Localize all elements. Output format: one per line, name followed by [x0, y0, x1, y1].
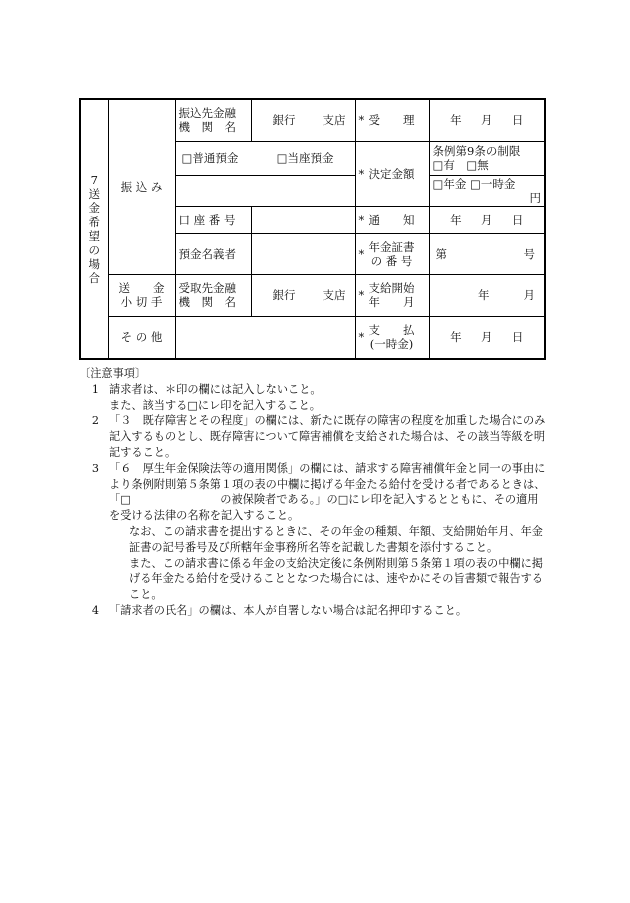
other-field[interactable]: [175, 316, 355, 359]
furikomi-label: 振 込 み: [108, 99, 175, 274]
juri-date-field: 年 月 日: [429, 99, 545, 141]
note-item-3: 3 「６ 厚生年金保険法等の適用関係」の欄には、請求する障害補償年金と同一の事由により条例附則第５条第１項の表の中欄に掲げる年金たる給付を受ける者であるときは、「□ の被保険者である。」の□にレ印を記入するとともに、その適用を受ける法律の名称を記入すること。 なお、この請求書を提出するときに、その年金の種類、年額、支給開始年月、年金証書の記号番号及び所轄年金事務所名等を記載した書類を添付すること。 また、この請求書に係る年金の支給決定後に条例附則第５条第１項の表の中欄に掲げる年金たる給付を受けることとなつた場合には、速やかにその旨書類で報告すること。: [91, 461, 546, 602]
deposit-ordinary-checkbox[interactable]: □普通預金: [181, 151, 239, 166]
note-item-4: 4 「請求者の氏名」の欄は、本人が自署しない場合は記名押印すること。: [91, 603, 468, 617]
note-item-1: 1 請求者は、＊印の欄には記入しないこと。 また、該当する□にレ印を記入すること。: [91, 382, 322, 412]
juri-label: * 受 理: [355, 99, 429, 141]
pension-annual-checkbox[interactable]: □年金: [432, 176, 467, 191]
notes-section: [79, 366, 549, 619]
bank-field[interactable]: 銀行 支店: [251, 99, 355, 141]
start-date-field: 年 月: [429, 274, 545, 316]
cert-label: * 年金証書 の 番 号: [355, 234, 429, 274]
limit-field[interactable]: 条例第9条の制限 □有 □無: [429, 141, 545, 175]
pension-lump-checkbox[interactable]: □一時金: [470, 176, 516, 191]
payment-label: * 支 払 (一時金): [355, 316, 429, 359]
limit-yes-checkbox[interactable]: □有: [432, 157, 455, 172]
holder-label: 預金名義者: [175, 234, 251, 274]
section-label-vertical: 7 送 金 希 望 の 場 合: [80, 99, 108, 359]
notice-date-field: 年 月 日: [429, 206, 545, 234]
account-label: 口 座 番 号: [175, 206, 251, 234]
pension-type-field[interactable]: □年金 □一時金 円: [429, 175, 545, 206]
other-label: そ の 他: [108, 316, 175, 359]
deposit-current-checkbox[interactable]: □当座預金: [276, 151, 334, 166]
blank-cell: [175, 175, 355, 206]
cert-number-field[interactable]: 第 号: [429, 234, 545, 274]
decision-label: * 決定金額: [355, 141, 429, 206]
note-item-2: 2 「３ 既存障害とその程度」の欄には、新たに既存の障害の程度を加重した場合にのみ記入するものとし、既存障害について障害補償を支給された場合は、その該当等級を明記すること。: [91, 414, 546, 459]
notice-label: * 通 知: [355, 206, 429, 234]
bank-label: 振込先金融 機 関 名: [175, 99, 251, 141]
kogitte-label: 送 金 小 切 手: [108, 274, 175, 316]
receiver-bank-label: 受取先金融 機 関 名: [175, 274, 251, 316]
holder-field[interactable]: [251, 234, 355, 274]
deposit-type-row[interactable]: [175, 141, 355, 175]
limit-no-checkbox[interactable]: □無: [466, 157, 489, 172]
start-label: * 支給開始 年 月: [355, 274, 429, 316]
notes-header: 〔注意事項〕: [79, 367, 147, 380]
receiver-bank-field[interactable]: 銀行 支店: [251, 274, 355, 316]
account-field[interactable]: [251, 206, 355, 234]
remittance-form-table: [79, 98, 546, 360]
payment-date-field: 年 月 日: [429, 316, 545, 359]
